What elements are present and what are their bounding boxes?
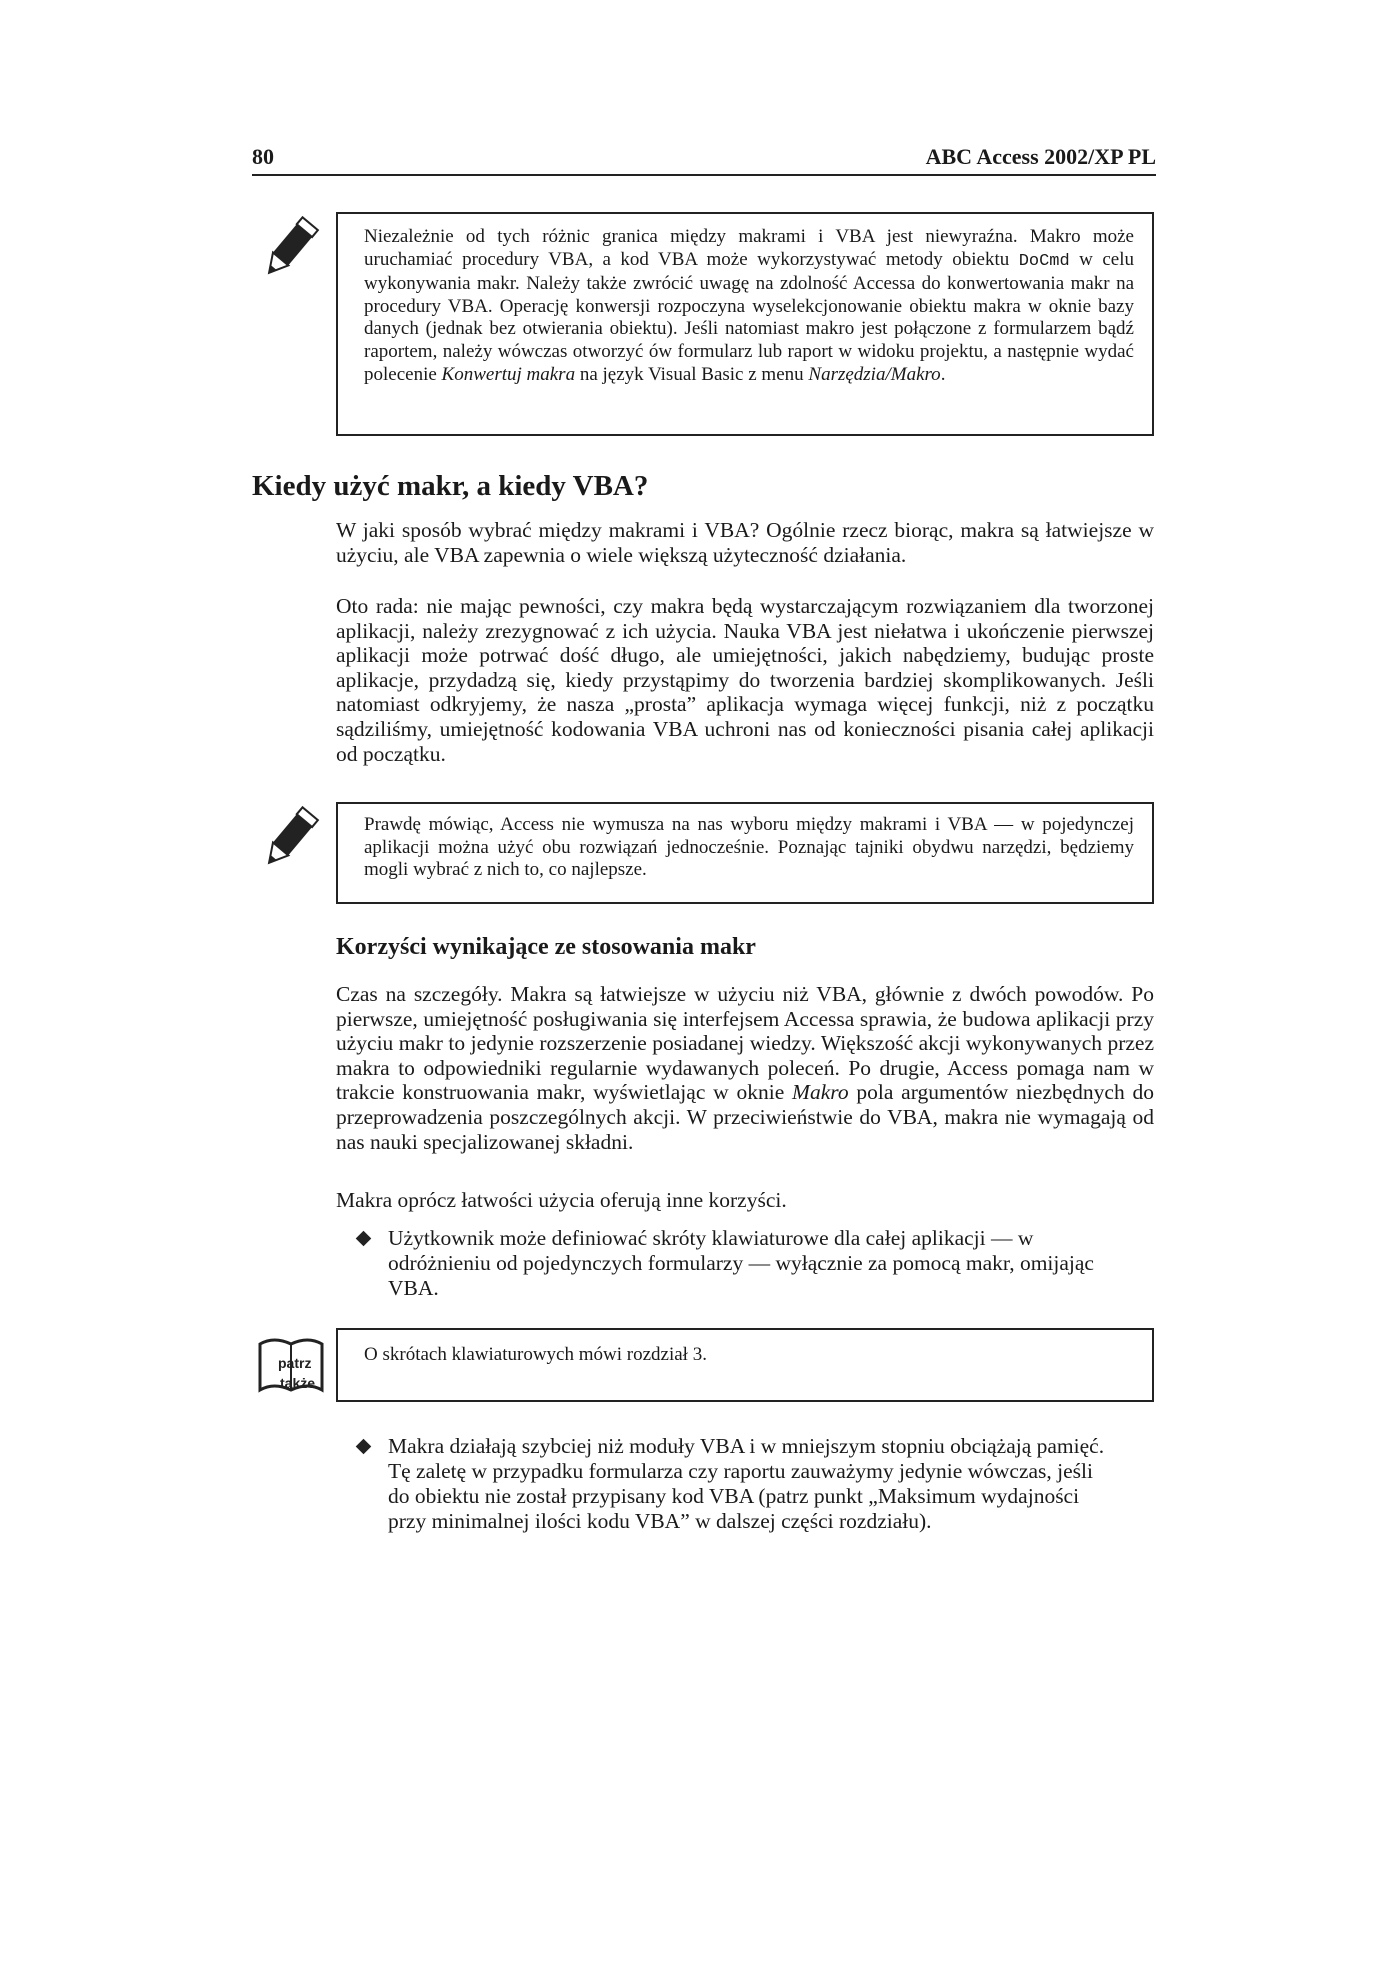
page-header xyxy=(252,144,1156,172)
list-item-text: Makra działają szybciej niż moduły VBA i w mniejszym stopniu obciążają pamięć. Tę zaletę w przypadku formularza czy raportu zauważymy jedynie wówczas, jeśli do obiektu nie został przypisany kod VBA (patrz punkt „Maksimum wydajności przy minimalnej ilości kodu VBA” w dalszej części rozdziału). xyxy=(388,1434,1105,1533)
see-also-caption-line2: także xyxy=(280,1375,316,1391)
diamond-bullet-icon xyxy=(356,1439,372,1455)
note-box xyxy=(336,802,1154,904)
pencil-icon xyxy=(254,214,324,284)
note-box xyxy=(336,212,1154,436)
menu-path: Narzędzia/Makro xyxy=(808,363,941,385)
running-title: ABC Access 2002/XP PL xyxy=(925,144,1156,169)
section-heading: Kiedy użyć makr, a kiedy VBA? xyxy=(252,470,649,502)
note-text-end: . xyxy=(940,363,946,385)
page-number: 80 xyxy=(252,144,274,169)
paragraph xyxy=(336,982,1154,1154)
see-also-text: O skrótach klawiaturowych mówi rozdział 3. xyxy=(364,1344,707,1365)
paragraph-text: W jaki sposób wybrać między makrami i VBA? Ogólnie rzecz biorąc, makra są łatwiejsze w użyciu, ale VBA zapewnia o wiele większą użyteczność działania. xyxy=(336,518,1154,567)
paragraph xyxy=(336,518,1154,567)
list-item-text: Użytkownik może definiować skróty klawiaturowe dla całej aplikacji — w odróżnieniu od pojedynczych formularzy — wyłącznie za pomocą makr, omijając VBA. xyxy=(388,1226,1094,1300)
window-name: Makro xyxy=(792,1080,849,1105)
code-docmd: DoCmd xyxy=(1018,251,1070,271)
see-also-caption-line1: patrz xyxy=(278,1355,312,1371)
book-icon xyxy=(256,1330,326,1400)
note-text: Niezależnie od tych różnic granica między makrami i VBA jest niewyraźna. Makro może uruchamiać procedury VBA, a kod VBA może wykorzystywać metody obiektu xyxy=(364,226,1134,270)
subsection-heading: Korzyści wynikające ze stosowania makr xyxy=(336,934,756,960)
paragraph xyxy=(336,594,1154,766)
list-item xyxy=(358,1434,1118,1534)
note-text-continued: na język Visual Basic z menu xyxy=(575,363,809,385)
note-text-continued: w celu wykonywania makr. Należy także zwrócić uwagę na zdolność Accessa do konwertowania makr na procedury VBA. Operację konwersji rozpoczyna wyselekcjonowanie obiektu makra w oknie bazy danych (jednak bez otwierania obiektu). Jeśli natomiast makro jest połączone z formularzem bądź raportem, należy wówczas otworzyć ów formularz lub raport w widoku projektu, a następnie wydać polecenie xyxy=(364,248,1134,385)
paragraph-text: Czas na szczegóły. Makra są łatwiejsze w użyciu niż VBA, głównie z dwóch powodów. Po pierwsze, umiejętność posługiwania się interfejsem Accessa sprawia, że budowa aplikacji przy użyciu makr to jedynie rozszerzenie posiadanej wiedzy. Większość akcji wykonywanych przez makra to odpowiedniki regularnie wydawanych poleceń. Po drugie, Access pomaga nam w trakcie konstruowania makr, wyświetlając w oknie xyxy=(336,982,1154,1105)
note-text: Prawdę mówiąc, Access nie wymusza na nas wyboru między makrami i VBA — w pojedynczej aplikacji można użyć obu rozwiązań jednocześnie. Poznając tajniki obydwu narzędzi, będziemy mogli wybrać z nich to, co najlepsze. xyxy=(364,814,1134,881)
bullet-list xyxy=(358,1434,1118,1534)
paragraph xyxy=(336,1188,1154,1213)
bullet-list xyxy=(358,1226,1118,1301)
list-item xyxy=(358,1226,1118,1301)
pencil-icon xyxy=(254,804,324,874)
diamond-bullet-icon xyxy=(356,1231,372,1247)
paragraph-text: Makra oprócz łatwości użycia oferują inne korzyści. xyxy=(336,1188,787,1212)
see-also-box xyxy=(336,1328,1154,1402)
paragraph-text: Oto rada: nie mając pewności, czy makra będą wystarczającym rozwiązaniem dla tworzonej aplikacji, należy zrezygnować z ich użycia. Nauka VBA jest niełatwa i ukończenie pierwszej aplikacji może potrwać dość długo, ale umiejętności, jakich nabędziemy, budując proste aplikacje, przydadzą się, kiedy przystąpimy do tworzenia bardziej skomplikowanych. Jeśli natomiast odkryjemy, że nasza „prosta” aplikacja wymaga więcej funkcji, niż z początku sądziliśmy, umiejętność kodowania VBA uchroni nas od konieczności pisania całej aplikacji od początku. xyxy=(336,594,1154,766)
paragraph-text: pola argumentów niezbędnych do przeprowadzenia poszczególnych akcji. W przeciwieństwie do VBA, makra nie wymagają od nas nauki specjalizowanej składni. xyxy=(336,1080,1154,1154)
menu-command: Konwertuj makra xyxy=(441,363,576,385)
header-rule xyxy=(252,174,1156,176)
